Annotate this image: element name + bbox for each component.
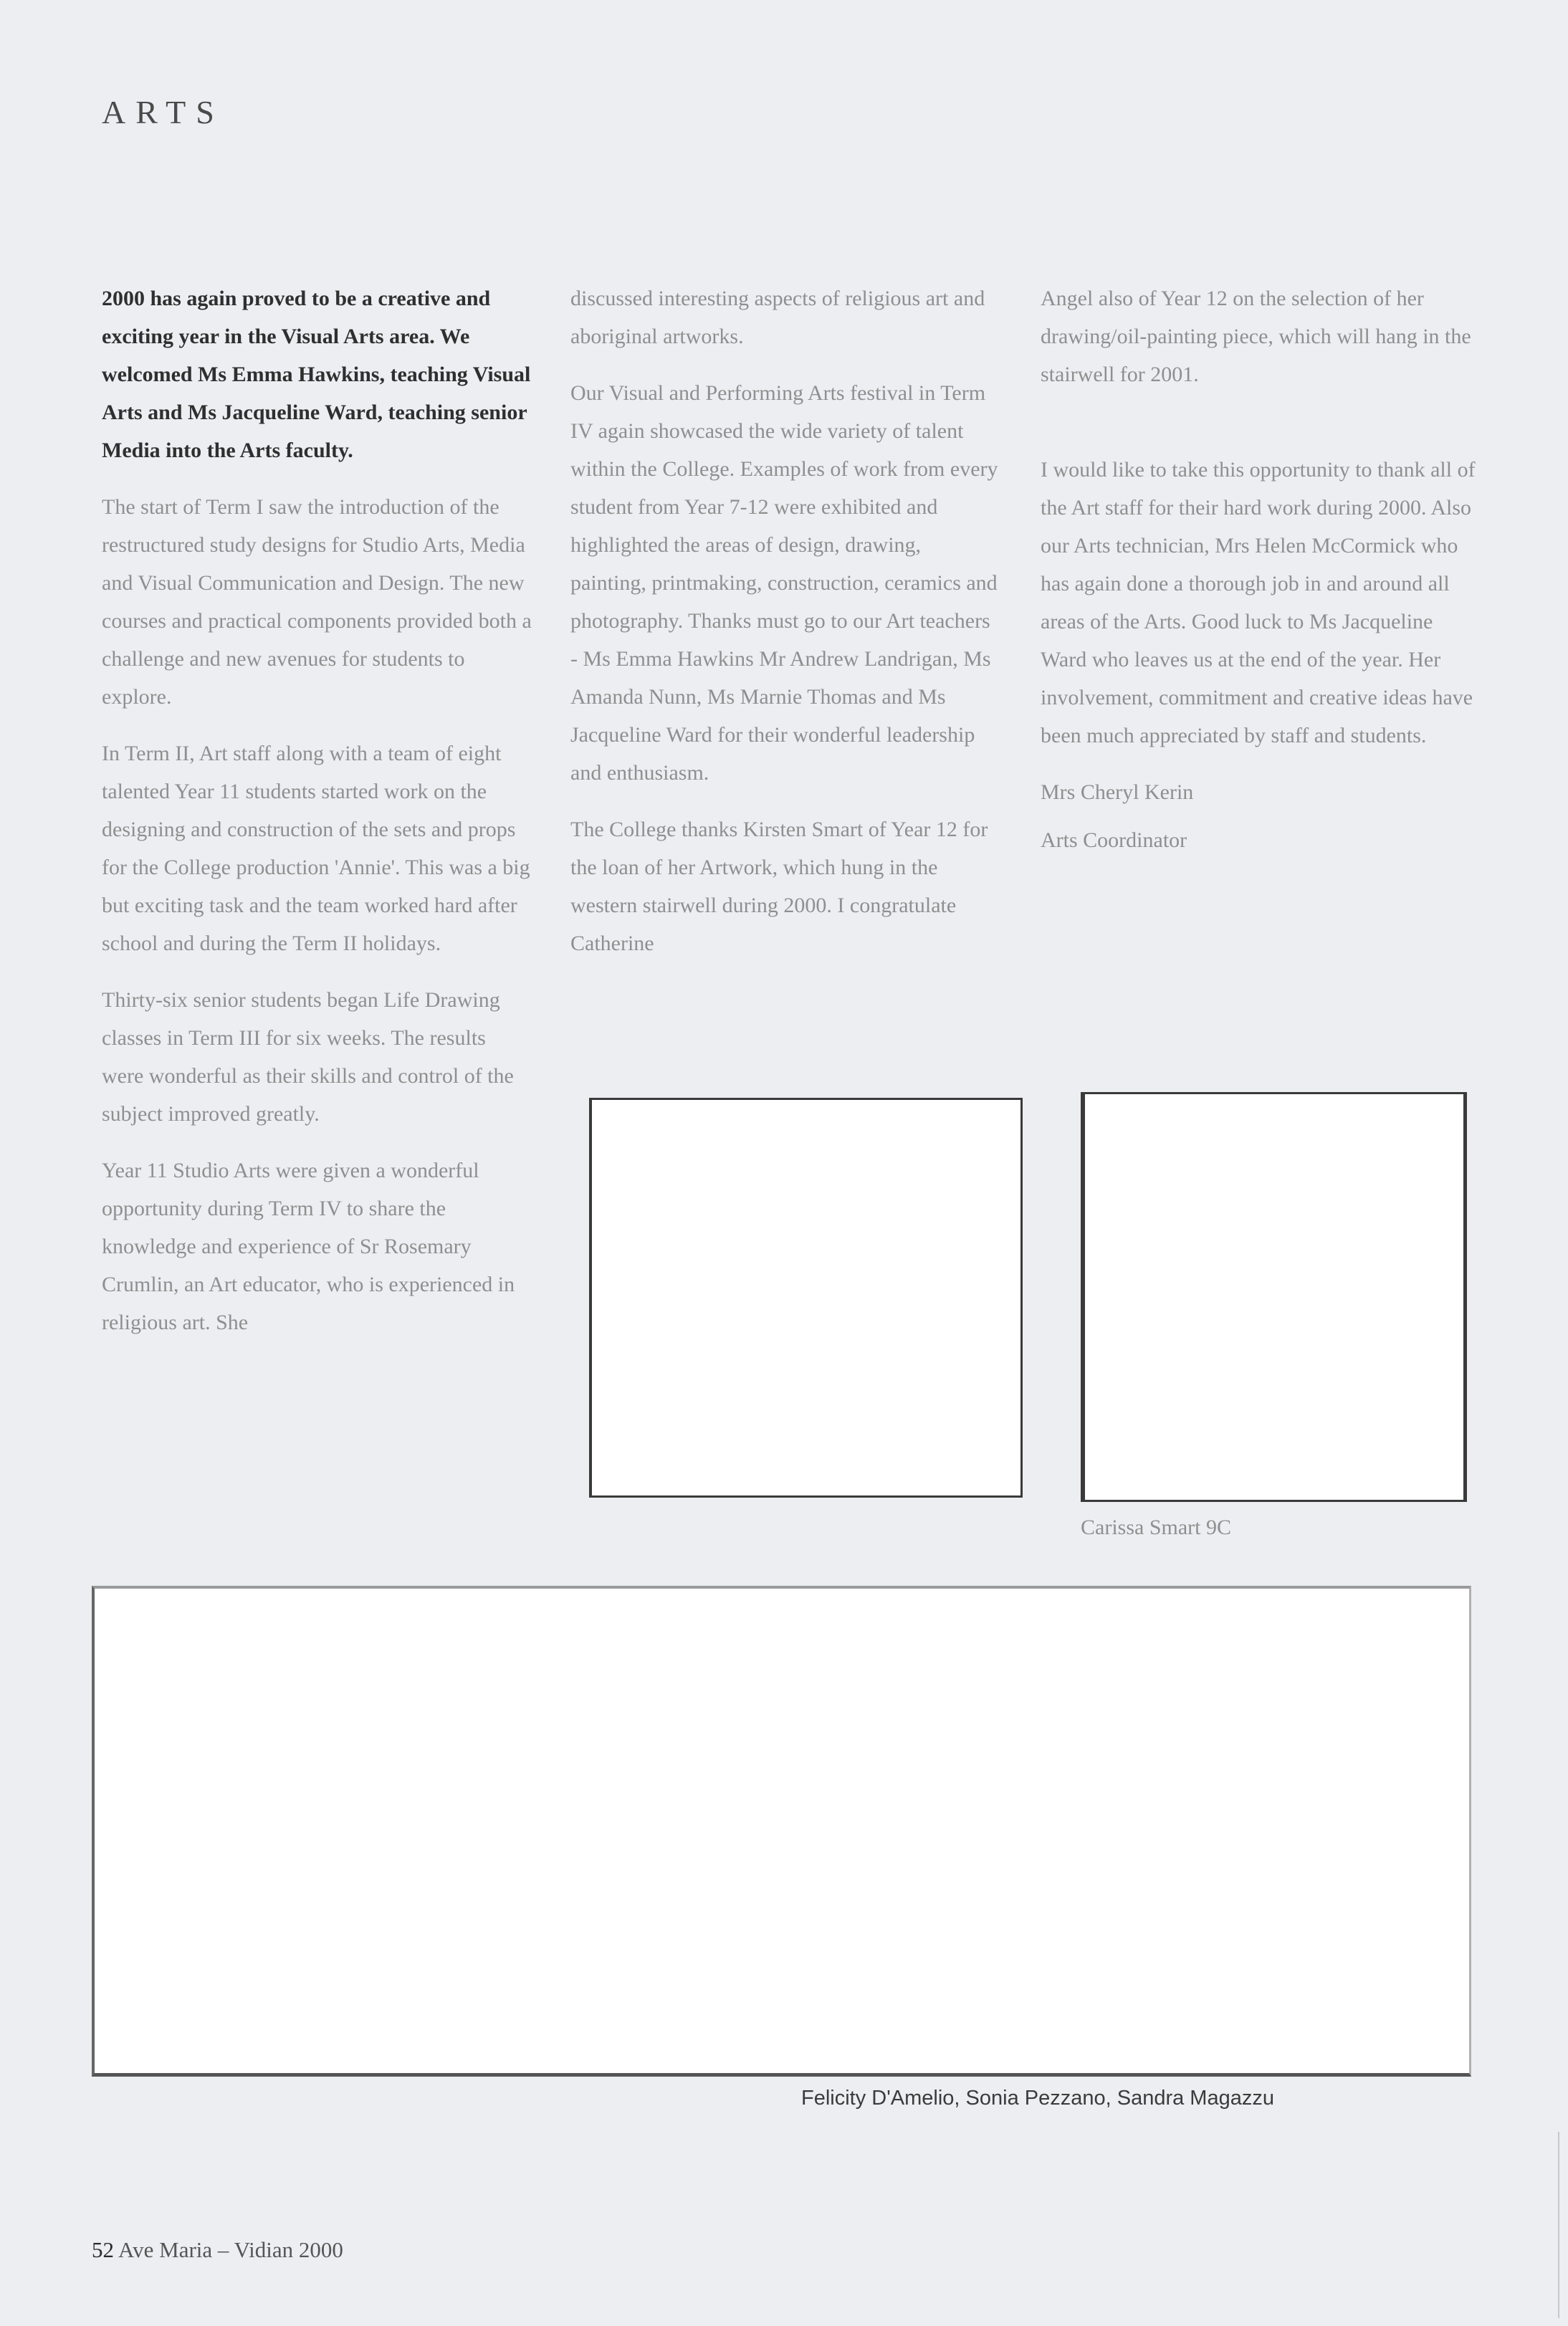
page-edge-mark — [1558, 2132, 1559, 2318]
paragraph: Our Visual and Performing Arts festival in Term IV again showcased the wide variety of talent within the College. Examples of work from every student from Year 7-12 were exhibited and highlighted the areas of design, drawing, painting, printmaking, construction, ceramics and photography. Thanks must go to our Art teachers - Ms Emma Hawkins Mr Andrew Landrigan, Ms Amanda Nunn, Ms Marnie Thomas and Ms Jacqueline Ward for their wonderful leadership and enthusiasm. — [570, 381, 998, 785]
signoff-name: Mrs Cheryl Kerin — [1041, 780, 1194, 804]
paragraph: Year 11 Studio Arts were given a wonderful opportunity during Term IV to share the knowledge and experience of Sr Rosemary Crumlin, an Art educator, who is experienced in religious art. She — [102, 1159, 515, 1334]
paragraph: I would like to take this opportunity to thank all of the Art staff for their hard work during 2000. Also our Arts technician, Mrs Helen McCormick who has again done a thorough job in and around all areas of the Arts. Good luck to Ms Jacqueline Ward who leaves us at the end of the year. Her involvement, commitment and creative ideas have been much appreciated by staff and students. — [1041, 458, 1476, 747]
group-photo-caption: Felicity D'Amelio, Sonia Pezzano, Sandra Magazzu — [801, 2087, 1274, 2110]
article-column-1 — [102, 279, 532, 1360]
article-column-3 — [1041, 279, 1478, 878]
paragraph: In Term II, Art staff along with a team of eight talented Year 11 students started work on the designing and construction of the sets and props for the College production 'Annie'. This was a big but exciting task and the team worked hard after school and during the Term II holidays. — [102, 742, 530, 955]
paragraph: Angel also of Year 12 on the selection of her drawing/oil-painting piece, which will hang in the stairwell for 2001. — [1041, 287, 1471, 386]
page-footer — [92, 2237, 343, 2263]
artwork-photo-2 — [1081, 1092, 1467, 1502]
paragraph: The College thanks Kirsten Smart of Year 12 for the loan of her Artwork, which hung in the western stairwell during 2000. I congratulate Catherine — [570, 818, 988, 955]
paragraph: The start of Term I saw the introduction of the restructured study designs for Studio Arts, Media and Visual Communication and Design. The new courses and practical components provided both a challenge and new avenues for students to explore. — [102, 495, 532, 709]
lead-paragraph: 2000 has again proved to be a creative and exciting year in the Visual Arts area. We welcomed Ms Emma Hawkins, teaching Visual Arts and Ms Jacqueline Ward, teaching senior Media into the Arts faculty. — [102, 287, 531, 462]
photo-caption: Carissa Smart 9C — [1081, 1516, 1231, 1539]
paragraph: discussed interesting aspects of religious art and aboriginal artworks. — [570, 287, 985, 348]
section-title: ARTS — [102, 94, 224, 130]
group-photo — [92, 1586, 1471, 2077]
page-number: 52 — [92, 2237, 114, 2262]
publication-name: Ave Maria – Vidian 2000 — [118, 2237, 343, 2262]
artwork-photo-1 — [589, 1098, 1023, 1498]
article-column-2 — [570, 279, 1000, 981]
signoff-role: Arts Coordinator — [1041, 828, 1187, 852]
paragraph: Thirty-six senior students began Life Drawing classes in Term III for six weeks. The results were wonderful as their skills and control of the subject improved greatly. — [102, 988, 514, 1126]
